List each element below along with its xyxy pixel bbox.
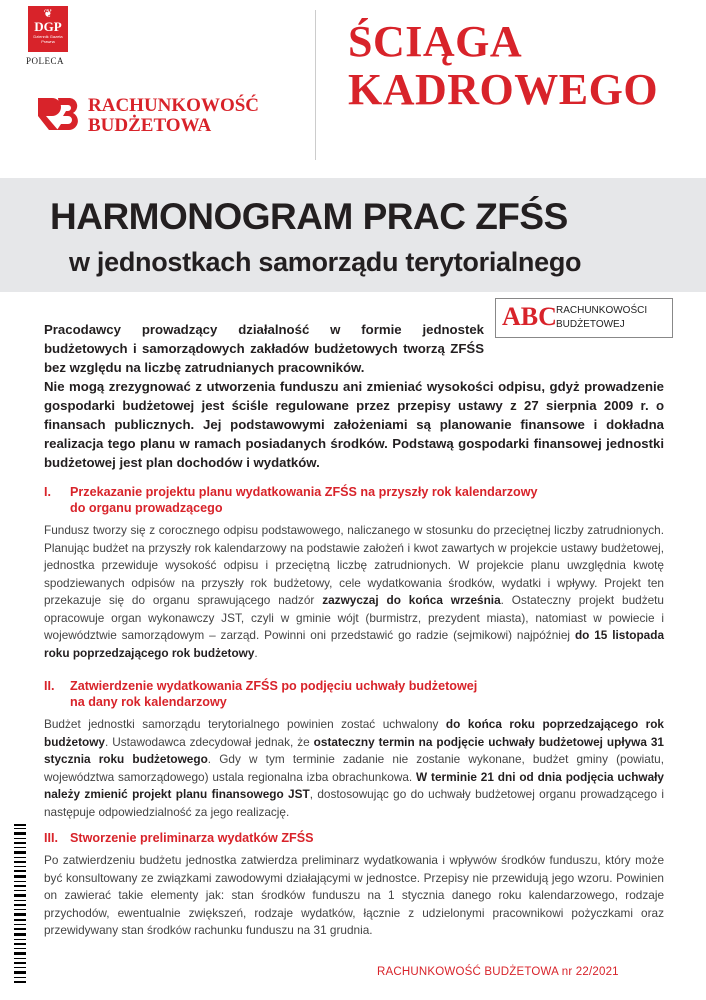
section-1 — [44, 484, 664, 662]
body-text: Budżet jednostki samorządu terytorialnego powinien zostać uchwalony — [44, 717, 446, 731]
intro-part-1: Pracodawcy prowadzący działalność w formie jednostek budżetowych i samorządowych zakładów budżetowych tworzą ZFŚS bez względu na liczbę zatrudnianych pracowników. — [44, 322, 484, 375]
body-text: . Gdy w tym terminie zadanie nie zostanie wykonane, budżet gminy (powiatu, województwa samorządowego) ustala regionalna izba obrachunkowa. — [44, 752, 664, 784]
body-text: . Ustawodawca zdecydował jednak, że — [104, 734, 314, 749]
section-title-line-2: do organu prowadzącego — [70, 501, 223, 515]
eagle-icon: ❦ — [43, 8, 53, 20]
section-number: I. — [44, 485, 51, 499]
body-bold: ostateczny termin na podjęcie uchwały budżetowej upływa 31 stycznia roku budżetowego — [44, 734, 664, 766]
section-3-body: Po zatwierdzeniu budżetu jednostka zatwierdza preliminarz wydatkowania i wpływów środków funduszu, który może być konsultowany ze związkami zawodowymi działającymi w jednostce. Przepisy nie przewidują jego wzoru. Powinien on zawierać takie elementy jak: stan środków funduszu na 1 stycznia danego roku kalendarzowego, rodzaje przychodów, ewentualnie zwiększeń, rodzaje wydatków, łącznie z udzielonymi pracownikowi pożyczkami oraz przewidywany stan środków rachunku funduszu na 31 grudnia. — [44, 853, 664, 937]
barcode-icon — [4, 820, 26, 988]
body-text: Fundusz tworzy się z corocznego odpisu podstawowego, naliczanego w stosunku do przeciętnej liczby zatrudnionych. Planując budżet na przyszły rok kalendarzowy na podstawie założeń i kwot zawartych w projekcie ustawy budżetowej, jednostka przewiduje wysokość odpisu i przeciętną liczbę zatrudnionych. W projekcie planu uwzględnia kwotę spodziewanych odpisów na przyszły rok budżetowy, cele wydatkowania środków, wydatki i wpływy. Projekt ten przekazuje się do organu sprawującego nadzór — [44, 523, 664, 607]
section-number: III. — [44, 831, 58, 845]
section-title-line-1: Stworzenie preliminarza wydatków ZFŚS — [70, 831, 314, 845]
brand-name — [88, 96, 259, 136]
body-bold: do końca roku poprzedzającego rok budżetowy — [44, 717, 664, 749]
dgp-logo-sub: Dziennik Gazeta Prawna — [33, 34, 63, 44]
title-line-2: KADROWEGO — [348, 65, 659, 114]
section-title-line-2: na dany rok kalendarzowy — [70, 695, 227, 709]
publication-title — [348, 18, 658, 114]
intro-paragraph — [44, 320, 664, 472]
body-bold: zazwyczaj do końca września — [322, 593, 501, 607]
abc-line-2: BUDŻETOWEJ — [556, 319, 625, 330]
section-number: II. — [44, 679, 55, 693]
sub-heading: w jednostkach samorządu terytorialnego — [69, 247, 582, 277]
brand-line-2: BUDŻETOWA — [88, 115, 212, 136]
section-title-line-1: Przekazanie projektu planu wydatkowania ZFŚS na przyszły rok kalendarzowy — [70, 485, 538, 499]
page-header — [0, 0, 706, 178]
body-text: . — [254, 645, 258, 660]
intro-part-2: Nie mogą zrezygnować z utworzenia funduszu ani zmieniać wysokości odpisu, gdyż prowadzenie gospodarki budżetowej jest ściśle regulowane przez przepisy ustawy z 27 sierpnia 2009 r. o finansach publicznych. Jej podstawowymi założeniami są planowanie finansowe i dokładna realizacja tego planu w ramach posiadanych środków. Podstawą gospodarki finansowej jednostki budżetowej jest plan dochodów i wydatków. — [44, 379, 664, 470]
body-bold: W terminie 21 dni od dnia podjęcia uchwały należy zmienić projekt planu finansowego JST — [44, 769, 664, 801]
section-2-title — [44, 678, 664, 710]
header-divider — [315, 10, 316, 160]
body-text: , dostosowując go do uchwały budżetowej organu prowadzącego i następuje odpowiedzialność za jego realizację. — [44, 787, 664, 819]
section-1-body — [44, 522, 664, 662]
body-bold: do 15 listopada roku poprzedzającego rok budżetowy — [44, 628, 665, 660]
brand-line-1: RACHUNKOWOŚĆ — [88, 95, 260, 116]
section-2-body — [44, 716, 664, 821]
section-title-line-1: Zatwierdzenie wydatkowania ZFŚS po podjęciu uchwały budżetowej — [70, 679, 478, 693]
poleca-label: POLECA — [26, 56, 65, 66]
section-2 — [44, 678, 664, 821]
main-heading: HARMONOGRAM PRAC ZFŚS — [50, 196, 568, 237]
abc-mark: ABC — [502, 302, 557, 331]
issue-footer: RACHUNKOWOŚĆ BUDŻETOWA nr 22/2021 — [377, 966, 619, 978]
section-3-title — [44, 830, 664, 846]
dgp-logo-text: DGP — [34, 19, 62, 34]
dgp-logo — [28, 6, 68, 52]
rb-logo-icon — [34, 92, 80, 134]
body-text: . Ostateczny projekt budżetu opracowuje organ wykonawczy JST, czyli w gminie wójt (burmistrz, prezydent miasta), natomiast w powiecie i województwie samorządowym – zarząd. Powinni oni przedstawić go radzie (sejmikowi) najpóźniej — [44, 593, 664, 642]
abc-line-1: RACHUNKOWOŚCI — [556, 305, 648, 316]
title-line-1: ŚCIĄGA — [348, 17, 523, 66]
section-1-title — [44, 484, 664, 516]
section-3 — [44, 830, 664, 940]
